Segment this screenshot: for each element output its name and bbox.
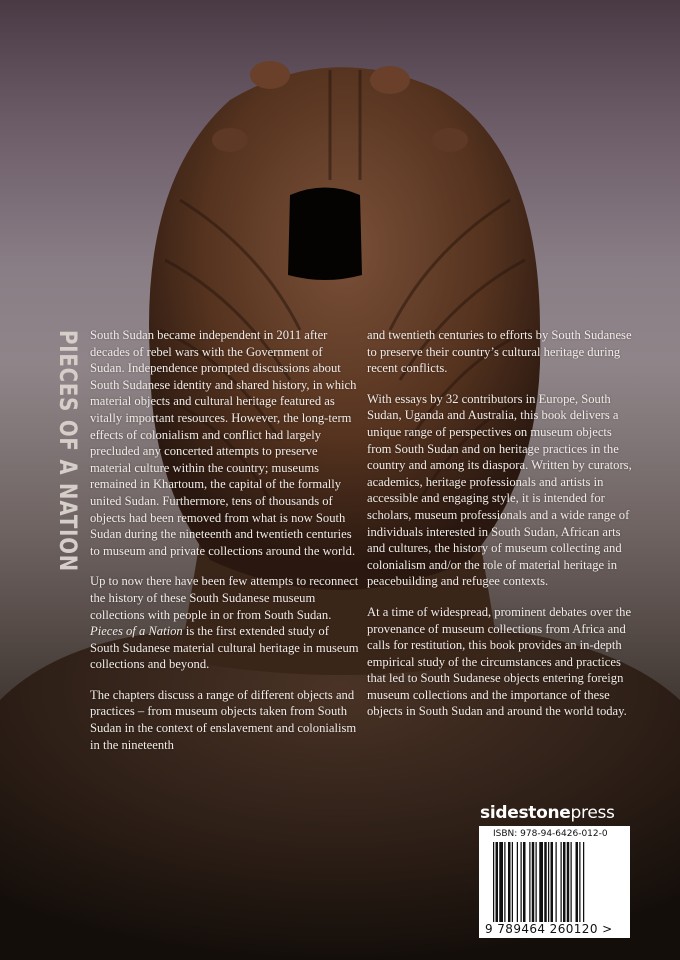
barcode-bar — [508, 842, 511, 922]
barcode-bar — [529, 842, 530, 922]
paragraph: With essays by 32 contributors in Europe, South Sudan, Uganda and Australia, this book delivers a unique range of perspectives on museum objects from South Sudan and on heritage practices in the country and among its diaspora. Written by curators, academics, heritage professionals and artists in accessible and engaging style, it is intended for scholars, museum professionals and a wide range of individuals interested in South Sudan, African arts and cultures, the history of museum collecting and colonialism and/or the role of material heritage in peacebuilding and refugee contexts. — [367, 391, 632, 589]
barcode-box — [479, 826, 630, 938]
barcode-bar — [567, 842, 570, 922]
barcode-bar — [504, 842, 505, 922]
barcode-bar — [517, 842, 518, 922]
barcode-bar — [579, 842, 580, 922]
barcode-bar — [499, 842, 503, 922]
barcode-bar — [544, 842, 547, 922]
barcode-bar — [576, 842, 579, 922]
barcode-bar — [539, 842, 543, 922]
barcode-bar — [583, 842, 584, 922]
barcode-bar — [493, 842, 494, 922]
barcode-bar — [556, 842, 557, 922]
barcode-bar — [496, 842, 499, 922]
barcode-bar — [532, 842, 535, 922]
barcode-bar — [571, 842, 572, 922]
barcode-bar — [561, 842, 562, 922]
paragraph: The chapters discuss a range of different objects and practices – from museum objects taken from South Sudan in the context of enslavement and colonialism in the nineteenth — [90, 687, 357, 752]
barcode-bar — [512, 842, 513, 922]
left-text-column — [90, 327, 360, 767]
isbn-label: ISBN: 978-94-6426-012-0 — [493, 829, 608, 839]
publisher-logo: sidestonepress — [480, 803, 615, 823]
barcode-digits: 9 789464 260120 > — [485, 922, 613, 936]
barcode — [493, 842, 617, 922]
paragraph: At a time of widespread, prominent debates over the provenance of museum collections from Africa and calls for restitution, this book provides an in-depth empirical study of the circumstances and practices that led to South Sudanese objects entering foreign museum collections and the importance of these objects in South Sudan and around the world today. — [367, 604, 632, 719]
barcode-bar — [563, 842, 566, 922]
right-text-column — [367, 327, 635, 734]
barcode-bar — [551, 842, 554, 922]
barcode-bar — [521, 842, 522, 922]
spine-title: PIECES OF A NATION — [54, 330, 82, 573]
barcode-bar — [548, 842, 549, 922]
paragraph: South Sudan became independent in 2011 after decades of rebel wars with the Government of Sudan. Independence prompted discussions about South Sudanese identity and shared history, in which material objects and cultural heritage featured as vitally important resources. However, the long-term effects of colonialism and conflict had largely precluded any concerted attempts to preserve material culture within the country; museums remained in Khartoum, the capital of the formally united Sudan. Furthermore, tens of thousands of objects had been removed from what is now South Sudan during the nineteenth and twentieth centuries to museum and private collections around the world. — [90, 328, 357, 558]
paragraph: Up to now there have been few attempts to reconnect the history of these South Sudanese museum collections with people in or from South Sudan. Pieces of a Nation is the first extended study of South Sudanese material cultural heritage in museum collections and beyond. — [90, 574, 359, 672]
barcode-bar — [536, 842, 537, 922]
barcode-bar — [523, 842, 526, 922]
paragraph: and twentieth centuries to efforts by South Sudanese to preserve their country’s cultural heritage during recent conflicts. — [367, 328, 632, 376]
